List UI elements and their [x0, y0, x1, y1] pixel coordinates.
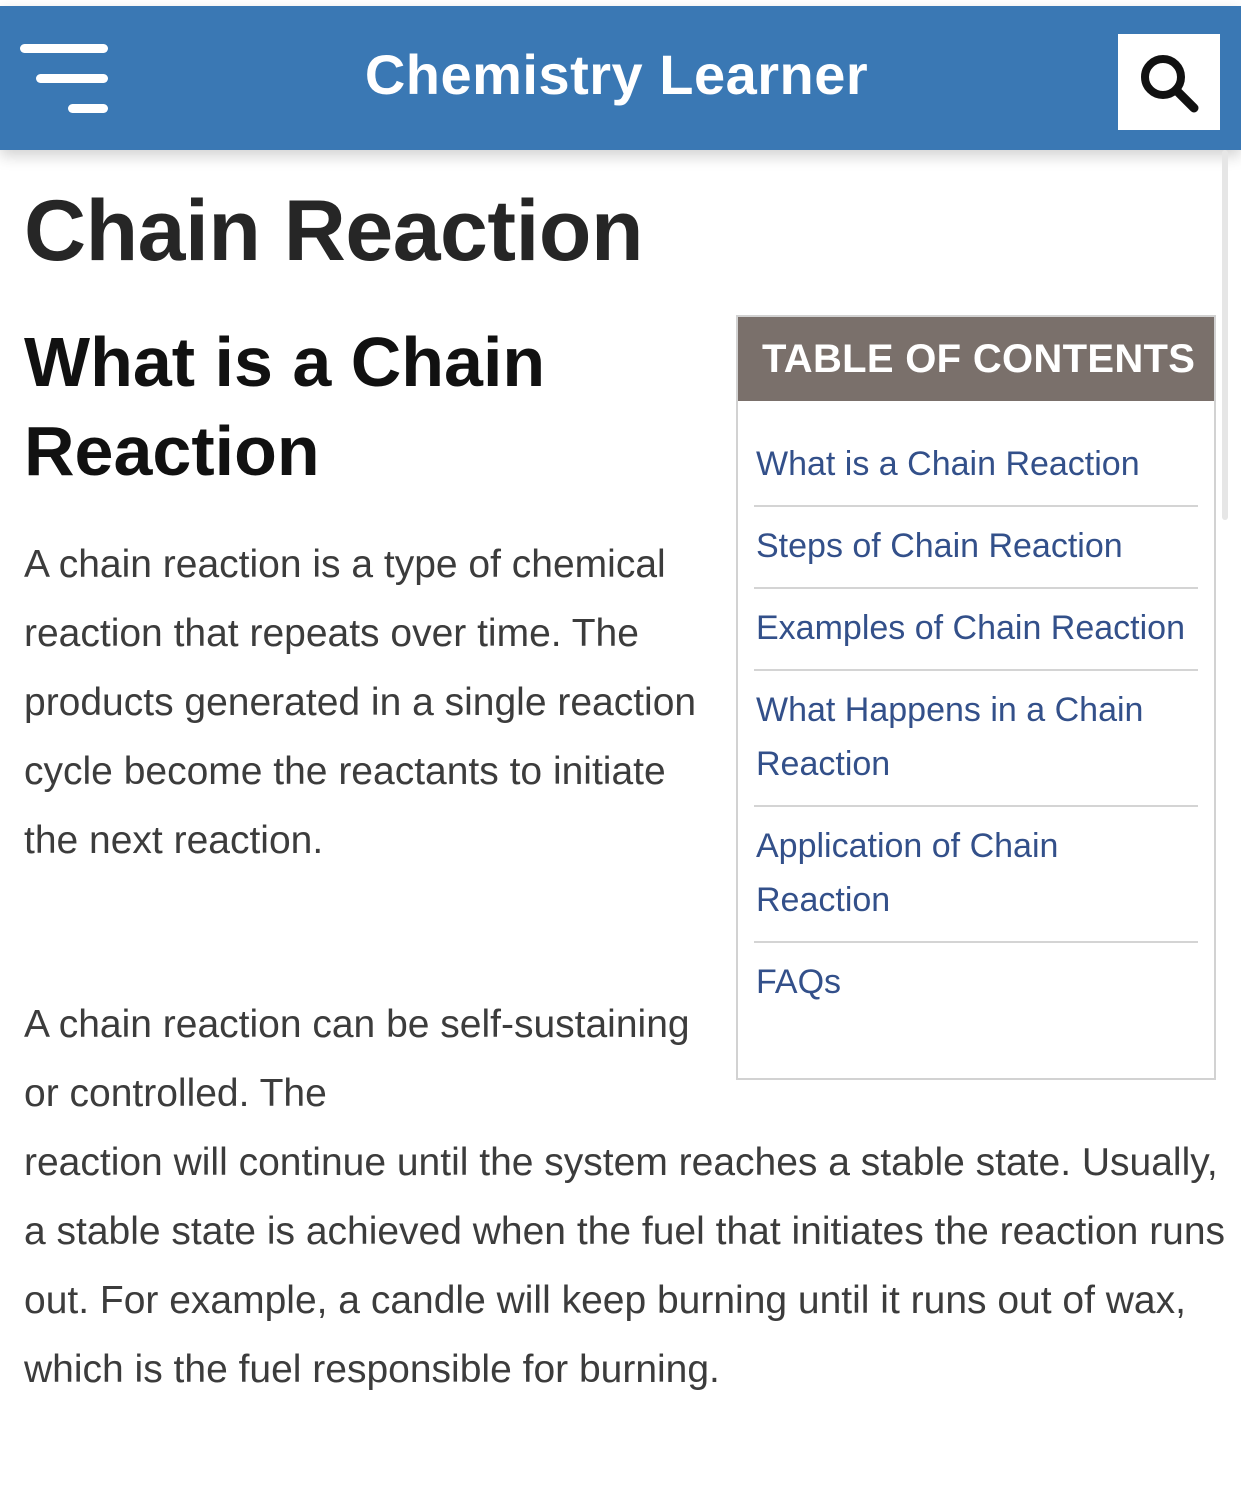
- site-title[interactable]: Chemistry Learner: [364, 43, 869, 106]
- top-navigation-bar: [0, 6, 1241, 150]
- article-paragraph: A chain reaction can be self-sustaining or controlled. The: [24, 1003, 690, 1115]
- toc-link[interactable]: What is a Chain Reaction: [754, 425, 1198, 507]
- search-button[interactable]: [1118, 34, 1220, 130]
- section-heading: What is a Chain Reaction: [24, 323, 546, 490]
- toc-heading: TABLE OF CONTENTS: [738, 317, 1214, 401]
- toc-link[interactable]: Steps of Chain Reaction: [754, 507, 1198, 589]
- article-paragraph: A chain reaction is a type of chemical reaction that repeats over time. The products generated in a single reaction cycle become the reactants to initiate the next reaction.: [24, 543, 697, 862]
- toc-list: [738, 425, 1214, 1023]
- table-of-contents: [736, 315, 1216, 1080]
- toc-link[interactable]: What Happens in a Chain Reaction: [754, 671, 1198, 807]
- toc-link[interactable]: FAQs: [756, 963, 842, 1001]
- search-icon: [1136, 50, 1202, 114]
- toc-link[interactable]: Examples of Chain Reaction: [754, 589, 1198, 671]
- article-paragraph: reaction will continue until the system reaches a stable state. Usually, a stable state is achieved when the fuel that initiates the reaction runs out. For example, a candle will keep burning until it runs out of wax, which is the fuel responsible for burning.: [24, 1141, 1226, 1391]
- scrollbar[interactable]: [1222, 150, 1228, 520]
- page-title: Chain Reaction: [24, 183, 643, 279]
- toc-link[interactable]: Application of Chain Reaction: [754, 807, 1198, 943]
